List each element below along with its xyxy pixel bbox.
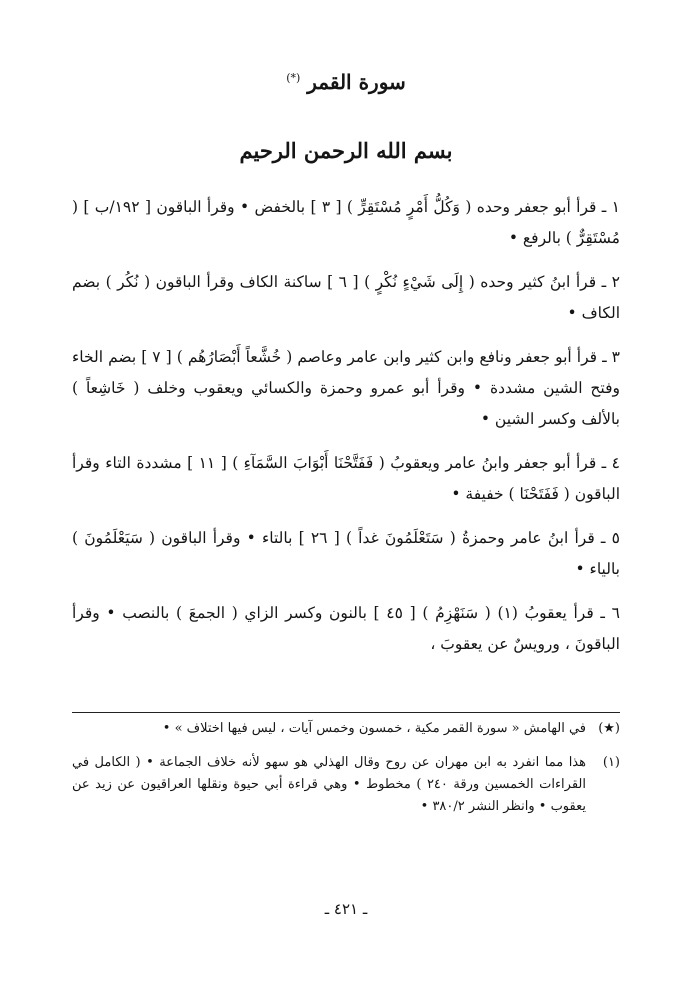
footnote-marker: (★) <box>598 721 620 736</box>
footnote-text: في الهامش « سورة القمر مكية ، خمسون وخمس آيات ، ليس فيها اختلاف » • <box>162 721 586 736</box>
reading-paragraph-6: ٦ ـ قرأ يعقوبُ (١) ( سَنَهْزِمُ ) [ ٤٥ ] بالنون وكسر الزاي ( الجمعَ ) بالنصب • وقرأ الباقونَ ، ورويسٌ عن يعقوبَ ، <box>72 604 620 653</box>
footnote-1 <box>72 752 620 818</box>
footnote-text: هذا مما انفرد به ابن مهران عن روح وقال الهذلي هو سهو لأنه خلاف الجماعة • ( الكامل في القراءات الخمسين ورقة ٢٤٠ ) مخطوط • وهي قراءة أبي حيوة ونقلها العراقيون عن زيد عن يعقوب • وانظر النشر ٣٨٠/٢ • <box>72 755 586 814</box>
readings-list <box>72 192 620 673</box>
surah-title <box>0 70 692 94</box>
footnote-divider <box>72 712 620 713</box>
reading-paragraph-4: ٤ ـ قرأ أبو جعفر وابنُ عامر ويعقوبُ ( فَفَتَّحْنَا أَبْوَابَ السَّمَآءِ ) [ ١١ ] مشددة التاء وقرأ الباقون ( فَفَتَحْنَا ) خفيفة • <box>72 454 620 503</box>
footnote-marker: (١) <box>602 755 620 770</box>
surah-title-text: سورة القمر <box>307 70 406 94</box>
reading-paragraph-3: ٣ ـ قرأ أبو جعفر ونافع وابن كثير وابن عامر وعاصم ( خُشَّعاً أَبْصَارُهُم ) [ ٧ ] بضم الخاء وفتح الشين مشددة • وقرأ أبو عمرو وحمزة والكسائي ويعقوب وخلف ( خَاشِعاً ) بالألف وكسر الشين • <box>72 348 620 428</box>
basmala-heading: بسم الله الرحمن الرحيم <box>239 138 453 163</box>
footnote-star <box>72 718 620 740</box>
reading-paragraph-2: ٢ ـ قرأ ابنُ كثير وحده ( إِلَى شَيْءٍ نُكْرٍ ) [ ٦ ] ساكنة الكاف وقرأ الباقون ( نُكُر ) بضم الكاف • <box>72 273 620 322</box>
reading-paragraph-1: ١ ـ قرأ أبو جعفر وحده ( وَكُلُّ أَمْرٍ مُسْتَقِرٍّ ) [ ٣ ] بالخفض • وقرأ الباقون [ ١٩٢/ب ] ( مُسْتَقِرٌّ ) بالرفع • <box>72 198 620 247</box>
title-footnote-marker: (*) <box>286 71 301 85</box>
footnotes <box>72 718 620 830</box>
page-number: ـ ٤٢١ ـ <box>324 900 368 918</box>
reading-paragraph-5: ٥ ـ قرأ ابنُ عامر وحمزةُ ( سَتَعْلَمُونَ غداً ) [ ٢٦ ] بالتاء • وقرأ الباقون ( سَيَعْلَمُونَ ) بالياء • <box>72 529 620 578</box>
